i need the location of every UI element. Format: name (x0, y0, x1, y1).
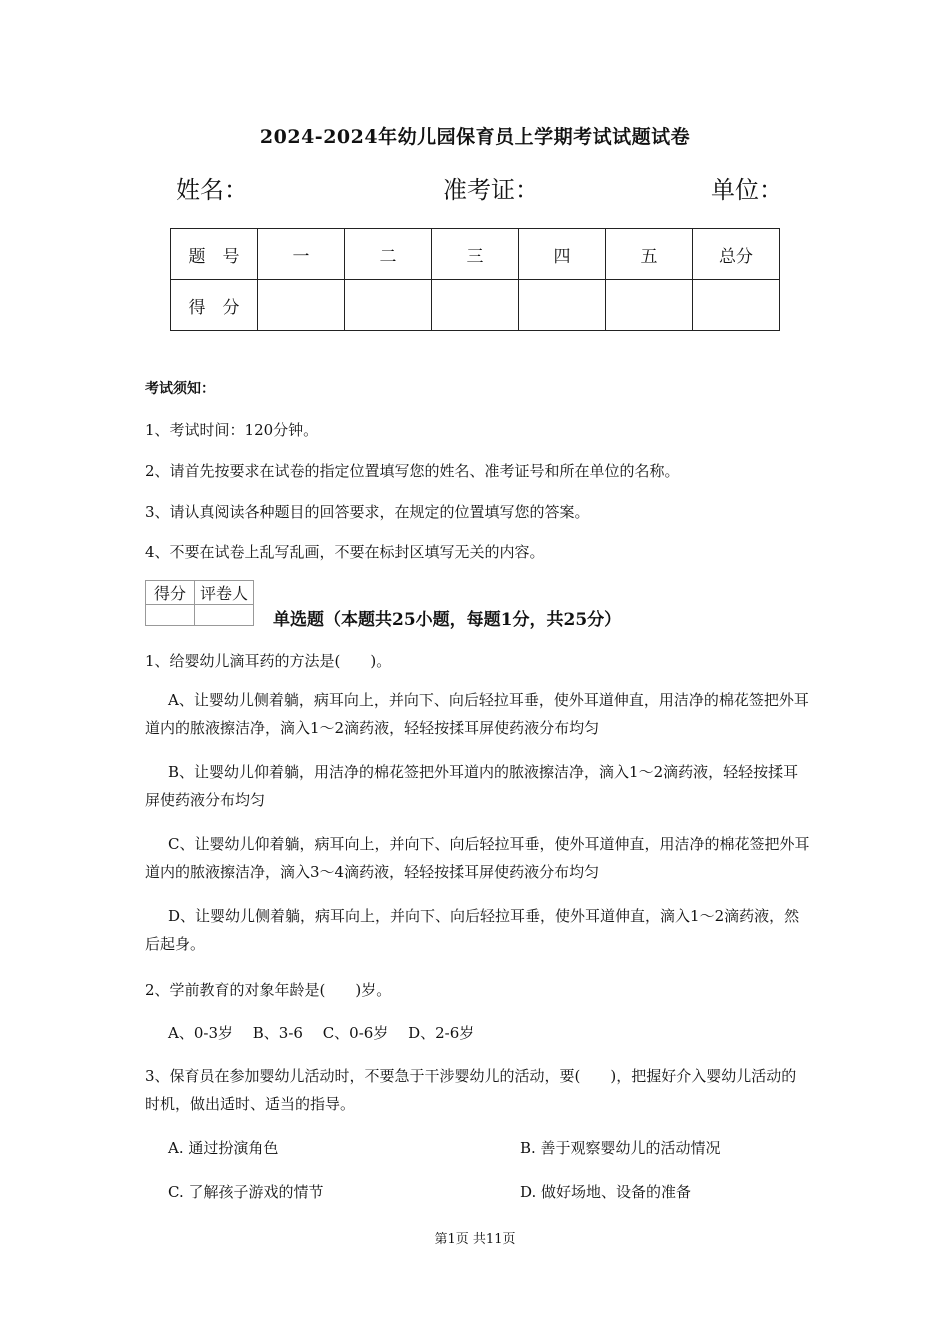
score-table (170, 228, 780, 331)
score-table-cell: 总分 (693, 229, 780, 280)
notice-item: 2、请首先按要求在试卷的指定位置填写您的姓名、准考证号和所在单位的名称。 (145, 462, 680, 480)
score-table-cell: 三 (432, 229, 519, 280)
exam-id-field-label: 准考证： (443, 176, 539, 204)
question-1-stem: 1、给婴幼儿滴耳药的方法是( )。 (145, 652, 392, 670)
score-table-header-row (171, 229, 780, 280)
score-input-cell[interactable] (258, 280, 345, 331)
score-input-cell[interactable] (606, 280, 693, 331)
grader-table (145, 580, 254, 626)
question-2-options: A、0-3岁 B、3-6 C、0-6岁 D、2-6岁 (168, 1024, 475, 1042)
score-table-score-row (171, 280, 780, 331)
question-3-option-b: B. 善于观察婴幼儿的活动情况 (520, 1139, 721, 1157)
grader-name-cell[interactable] (195, 605, 254, 626)
page-footer: 第1页 共11页 (434, 1232, 516, 1247)
section-title: 单选题（本题共25小题，每题1分，共25分） (273, 610, 622, 630)
score-input-cell[interactable] (519, 280, 606, 331)
score-table-cell: 一 (258, 229, 345, 280)
notice-item: 1、考试时间：120分钟。 (145, 421, 319, 439)
score-input-cell[interactable] (693, 280, 780, 331)
question-3-option-c: C. 了解孩子游戏的情节 (168, 1183, 324, 1201)
grader-name-label: 评卷人 (195, 581, 254, 605)
notice-heading: 考试须知： (145, 381, 215, 397)
score-input-cell[interactable] (345, 280, 432, 331)
document-title: 2024-2024年幼儿园保育员上学期考试试题试卷 (259, 126, 691, 148)
score-table-cell: 四 (519, 229, 606, 280)
score-table-cell: 五 (606, 229, 693, 280)
question-2-stem: 2、学前教育的对象年龄是( )岁。 (145, 981, 392, 999)
question-1-option-b: B、让婴幼儿仰着躺，用洁净的棉花签把外耳道内的脓液擦洁净，滴入1～2滴药液，轻轻按揉耳屏使药液分布均匀 (145, 763, 799, 809)
score-table-cell: 题 号 (171, 229, 258, 280)
question-3-option-a: A. 通过扮演角色 (168, 1139, 279, 1157)
question-1-option-d: D、让婴幼儿侧着躺，病耳向上，并向下、向后轻拉耳垂，使外耳道伸直，滴入1～2滴药液，然后起身。 (145, 907, 800, 953)
grader-score-cell[interactable] (146, 605, 195, 626)
grader-score-label: 得分 (146, 581, 195, 605)
question-3-option-d: D. 做好场地、设备的准备 (520, 1183, 692, 1201)
question-1-option-a: A、让婴幼儿侧着躺，病耳向上，并向下、向后轻拉耳垂，使外耳道伸直，用洁净的棉花签把外耳道内的脓液擦洁净，滴入1～2滴药液，轻轻按揉耳屏使药液分布均匀 (145, 691, 809, 737)
score-input-cell[interactable] (432, 280, 519, 331)
question-3-stem: 3、保育员在参加婴幼儿活动时，不要急于干涉婴幼儿的活动，要( )，把握好介入婴幼儿活动的时机，做出适时、适当的指导。 (145, 1067, 797, 1113)
question-1-option-c: C、让婴幼儿仰着躺，病耳向上，并向下、向后轻拉耳垂，使外耳道伸直，用洁净的棉花签把外耳道内的脓液擦洁净，滴入3～4滴药液，轻轻按揉耳屏使药液分布均匀 (145, 835, 810, 881)
score-table-cell: 二 (345, 229, 432, 280)
notice-item: 3、请认真阅读各种题目的回答要求，在规定的位置填写您的答案。 (145, 503, 590, 521)
notice-item: 4、不要在试卷上乱写乱画，不要在标封区填写无关的内容。 (145, 543, 545, 561)
unit-field-label: 单位： (711, 176, 783, 204)
score-row-label: 得 分 (171, 280, 258, 331)
name-field-label: 姓名： (176, 176, 248, 204)
